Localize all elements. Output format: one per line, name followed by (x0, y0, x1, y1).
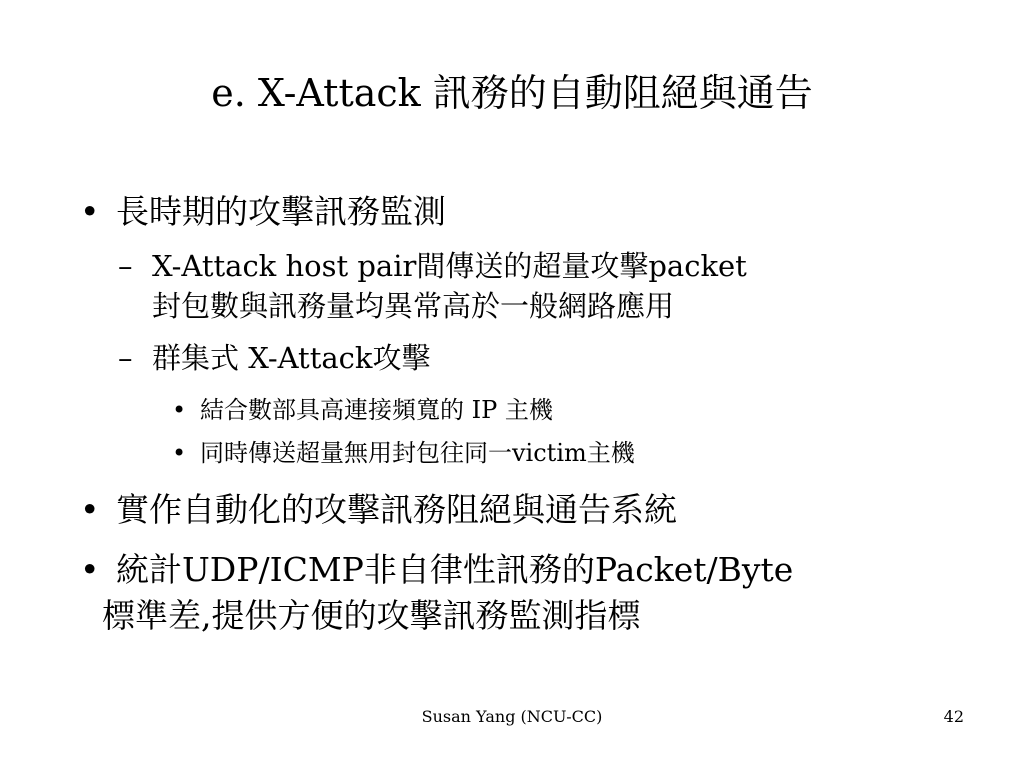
sub-bullet-text: X-Attack host pair間傳送的超量攻擊packet (152, 249, 747, 283)
bullet-marker: • (80, 192, 100, 231)
bullet-item (80, 192, 446, 232)
sub-sub-bullet-item (172, 438, 635, 468)
sub-bullet-item (118, 340, 430, 376)
dash-marker: – (118, 249, 133, 283)
bullet-marker: • (172, 396, 187, 424)
dash-marker: – (118, 341, 133, 375)
page-number: 42 (943, 707, 964, 726)
slide-title: e. X-Attack 訊務的自動阻絕與通告 (211, 71, 813, 115)
sub-bullet-text: 群集式 X-Attack攻擊 (152, 341, 431, 375)
bullet-continuation: 標準差,提供方便的攻擊訊務監測指標 (102, 596, 641, 635)
bullet-marker: • (80, 550, 100, 589)
bullet-text: 長時期的攻擊訊務監測 (116, 192, 446, 231)
bullet-text: 統計UDP/ICMP非自律性訊務的Packet/Byte (116, 550, 794, 589)
sub-sub-bullet-text: 同時傳送超量無用封包往同一victim主機 (200, 439, 635, 467)
bullet-text: 實作自動化的攻擊訊務阻絕與通告系統 (116, 490, 677, 529)
bullet-marker: • (172, 439, 187, 467)
sub-sub-bullet-item (172, 395, 553, 425)
sub-sub-bullet-text: 結合數部具高連接頻寬的 IP 主機 (200, 396, 553, 424)
bullet-item (80, 550, 793, 590)
bullet-item (80, 490, 677, 530)
footer-author: Susan Yang (NCU-CC) (421, 707, 603, 726)
bullet-marker: • (80, 490, 100, 529)
sub-bullet-item (118, 248, 747, 284)
sub-bullet-continuation: 封包數與訊務量均異常高於一般網路應用 (152, 289, 675, 323)
